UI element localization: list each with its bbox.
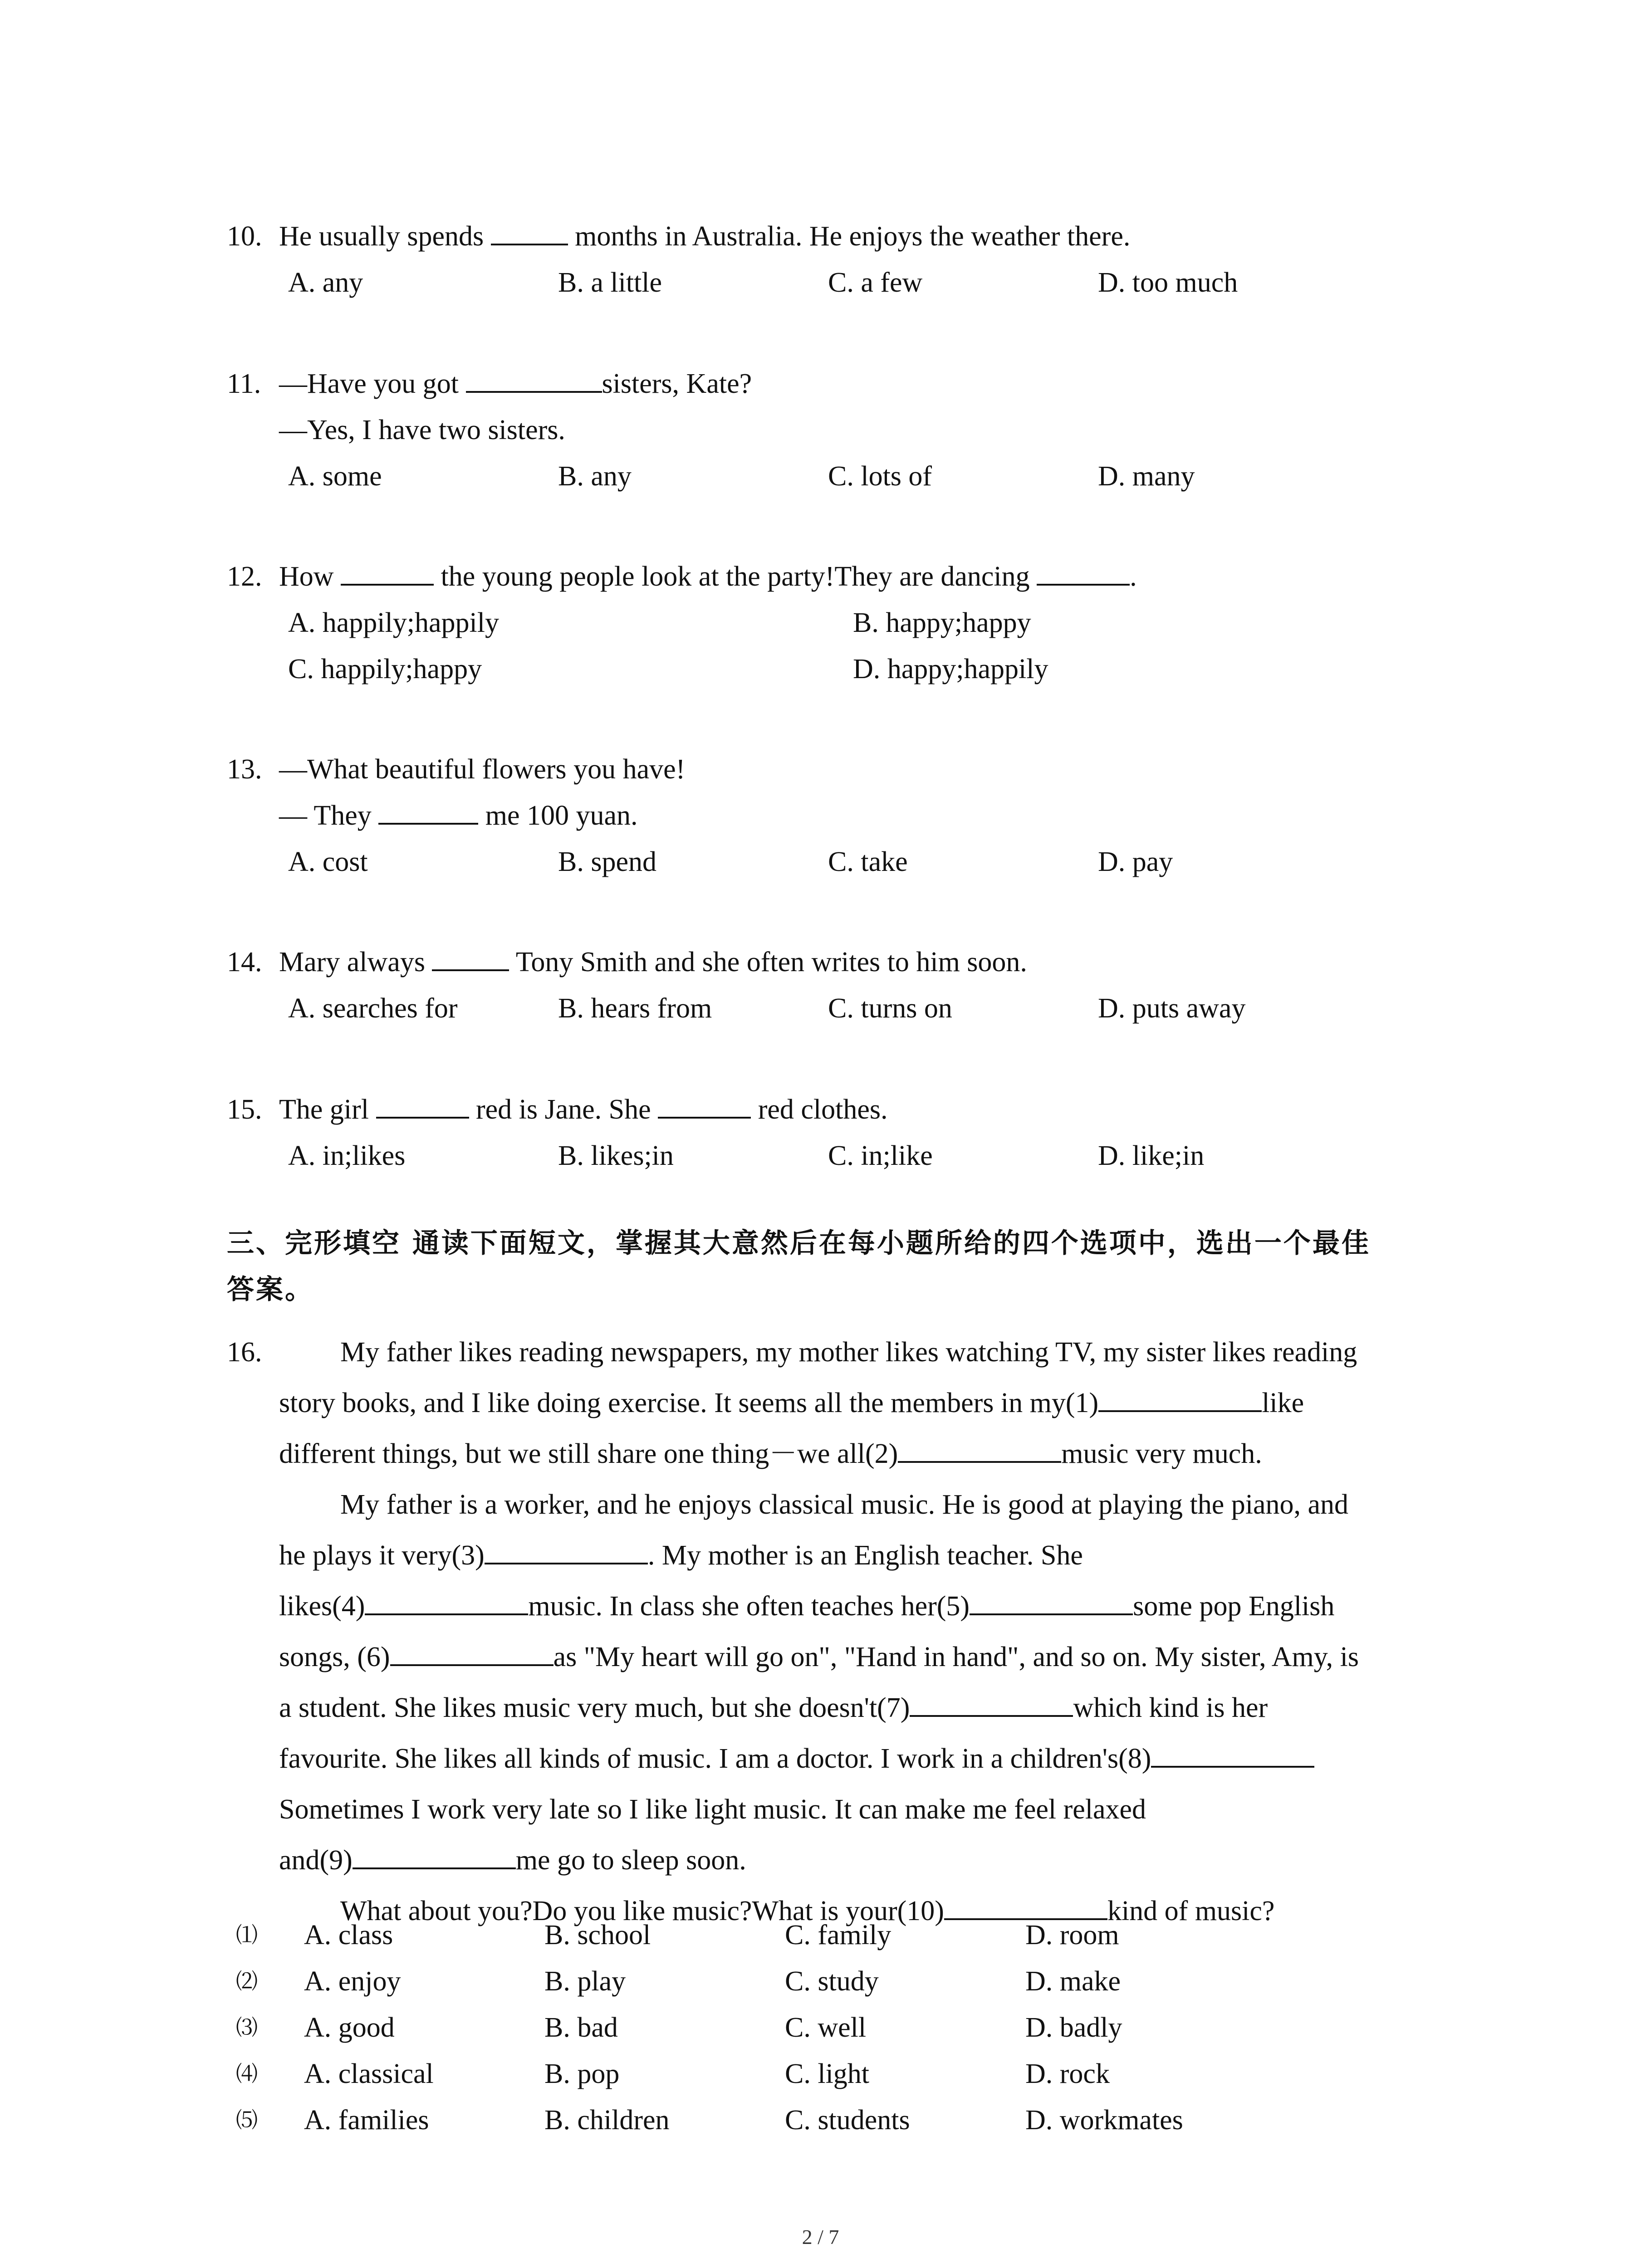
question-14: [227, 939, 1474, 1031]
answer-blank: [1098, 1382, 1262, 1412]
option-c: C. lots of: [828, 461, 932, 492]
option-a: A. happily;happily: [288, 607, 499, 638]
option-c: C. take: [828, 846, 908, 877]
question-stem: [227, 553, 1474, 600]
stem-part: red is Jane. She: [469, 1094, 658, 1125]
stem-part: me 100 yuan.: [478, 800, 638, 831]
option-d: D. too much: [1098, 267, 1238, 298]
passage-text: story books, and I like doing exercise. It seems all the members in my(1): [279, 1388, 1099, 1418]
option-c: C. well: [785, 2012, 867, 2043]
option-d: D. puts away: [1098, 993, 1246, 1024]
passage-line: [279, 1378, 1304, 1428]
option-a: A. any: [288, 267, 363, 298]
passage-text: me go to sleep soon.: [515, 1845, 746, 1876]
option-d: D. make: [1025, 1966, 1121, 1997]
answer-blank: [658, 1089, 751, 1119]
stem-part: How: [279, 561, 341, 592]
subquestion-number: ⑸: [236, 2107, 258, 2133]
passage-text: Sometimes I work very late so I like light music. It can make me feel relaxed: [279, 1794, 1146, 1825]
option-b: B. spend: [558, 846, 656, 877]
answer-blank: [1151, 1738, 1314, 1768]
option-b: B. bad: [544, 2012, 618, 2043]
passage-line: [279, 1733, 1314, 1784]
option-a: A. class: [304, 1920, 393, 1950]
option-a: A. cost: [288, 846, 368, 877]
passage-line: [279, 1581, 1334, 1632]
option-c: C. light: [785, 2058, 870, 2089]
question-number: 16.: [227, 1337, 262, 1368]
answer-blank: [485, 1535, 648, 1564]
question-number: 13.: [227, 754, 262, 785]
passage-text: a student. She likes music very much, but she doesn't(7): [279, 1692, 910, 1723]
question-stem: [227, 361, 1474, 407]
passage-text: likes(4): [279, 1591, 365, 1622]
answer-blank: [432, 941, 509, 971]
option-b: B. hears from: [558, 993, 712, 1024]
option-d: D. happy;happily: [853, 654, 1048, 684]
question-text: [279, 213, 1130, 259]
passage-text: kind of music?: [1107, 1896, 1275, 1926]
options-row: [227, 600, 1474, 646]
option-c: C. family: [785, 1920, 892, 1950]
question-stem: [227, 939, 1474, 985]
options-row: [227, 646, 1474, 692]
passage-line: [279, 1530, 1083, 1581]
option-a: A. families: [304, 2105, 429, 2136]
answer-blank: [376, 1089, 469, 1119]
question-text: [279, 939, 1027, 985]
option-b: B. happy;happy: [853, 607, 1031, 638]
stem-part: .: [1130, 561, 1137, 592]
answer-blank: [341, 556, 434, 586]
option-d: D. workmates: [1025, 2105, 1183, 2136]
passage-text: . My mother is an English teacher. She: [647, 1540, 1083, 1571]
option-c: C. study: [785, 1966, 879, 1997]
subquestion-number: ⑵: [236, 1969, 258, 1994]
option-d: D. badly: [1025, 2012, 1122, 2043]
question-11: [227, 361, 1474, 499]
option-c: C. happily;happy: [288, 654, 482, 684]
question-text: [279, 361, 752, 407]
question-number: 12.: [227, 561, 262, 592]
passage-text: My father likes reading newspapers, my mother likes watching TV, my sister likes reading: [340, 1337, 1357, 1368]
answer-blank: [466, 363, 602, 393]
passage-text: music very much.: [1061, 1438, 1262, 1469]
option-b: B. any: [558, 461, 632, 492]
question-12: [227, 553, 1474, 692]
answer-blank: [378, 795, 478, 825]
passage-line: [279, 1682, 1268, 1733]
passage-text: My father is a worker, and he enjoys classical music. He is good at playing the piano, and: [340, 1489, 1349, 1520]
passage-text: songs, (6): [279, 1642, 390, 1672]
passage-text: What about you?Do you like music?What is your(10): [340, 1896, 944, 1926]
passage-line: [279, 1835, 746, 1886]
stem-part: —Have you got: [279, 368, 466, 399]
option-a: A. enjoy: [304, 1966, 401, 1997]
option-b: B. children: [544, 2105, 670, 2136]
question-13: [227, 746, 1474, 885]
stem-part: — They: [279, 800, 379, 831]
option-c: C. students: [785, 2105, 910, 2136]
answer-blank: [390, 1636, 554, 1666]
passage-line: [279, 1327, 1357, 1378]
answer-blank: [353, 1839, 516, 1869]
question-number: 15.: [227, 1094, 262, 1125]
passage-text: as "My heart will go on", "Hand in hand", and so on. My sister, Amy, is: [553, 1642, 1359, 1672]
passage-text: music. In class she often teaches her(5): [528, 1591, 970, 1622]
answer-blank: [910, 1687, 1073, 1717]
question-text: [279, 553, 1137, 600]
question-number: 14.: [227, 947, 262, 978]
answer-blank: [365, 1585, 528, 1615]
question-10: [227, 213, 1474, 306]
question-number: 10.: [227, 221, 262, 252]
subquestion-number: ⑴: [236, 1922, 258, 1948]
options-row: [227, 1133, 1474, 1179]
subquestion-number: ⑶: [236, 2015, 258, 2040]
stem-part: He usually spends: [279, 221, 491, 252]
options-row: [227, 259, 1474, 306]
question-text: [279, 1086, 887, 1133]
passage-text: favourite. She likes all kinds of music. I am a doctor. I work in a children's(8): [279, 1743, 1151, 1774]
response-text: —Yes, I have two sisters.: [279, 415, 565, 445]
option-c: C. a few: [828, 267, 923, 298]
option-b: B. play: [544, 1966, 626, 1997]
answer-blank: [1037, 556, 1130, 586]
option-b: B. school: [544, 1920, 651, 1950]
stem-part: months in Australia. He enjoys the weather there.: [568, 221, 1131, 252]
dialogue-line: [227, 792, 1474, 839]
option-a: A. classical: [304, 2058, 434, 2089]
question-number: 11.: [227, 368, 261, 399]
option-d: D. like;in: [1098, 1140, 1205, 1171]
passage-text: he plays it very(3): [279, 1540, 485, 1571]
option-d: D. room: [1025, 1920, 1119, 1950]
passage-text: some pop English: [1133, 1591, 1335, 1622]
passage-text: and(9): [279, 1845, 353, 1876]
stem-part: the young people look at the party!They are dancing: [434, 561, 1037, 592]
option-d: D. rock: [1025, 2058, 1110, 2089]
subquestion-number: ⑷: [236, 2061, 258, 2087]
passage-text: different things, but we still share one thing－we all(2): [279, 1438, 898, 1469]
option-d: D. many: [1098, 461, 1195, 492]
stem-part: Mary always: [279, 947, 432, 978]
option-c: C. turns on: [828, 993, 952, 1024]
option-b: B. likes;in: [558, 1140, 674, 1171]
answer-blank: [898, 1433, 1061, 1463]
question-text: —What beautiful flowers you have!: [279, 754, 686, 785]
passage-text: like: [1262, 1388, 1304, 1418]
option-b: B. a little: [558, 267, 662, 298]
passage-line: [279, 1632, 1359, 1682]
section-heading-line-1: 三、完形填空 通读下面短文，掌握其大意然后在每小题所给的四个选项中，选出一个最佳: [227, 1227, 1371, 1259]
passage-line: [279, 1886, 1274, 1936]
answer-blank: [970, 1585, 1133, 1615]
option-a: A. some: [288, 461, 382, 492]
passage-line: [279, 1784, 1146, 1835]
page-number: 2 / 7: [802, 2225, 839, 2248]
passage-line: [279, 1479, 1348, 1530]
stem-part: sisters, Kate?: [602, 368, 752, 399]
stem-part: Tony Smith and she often writes to him soon.: [509, 947, 1027, 978]
section-heading-line-2: 答案。: [227, 1274, 314, 1305]
answer-blank: [491, 215, 568, 245]
stem-part: red clothes.: [751, 1094, 888, 1125]
options-row: [227, 985, 1474, 1031]
option-a: A. searches for: [288, 993, 458, 1024]
options-row: [227, 453, 1474, 499]
option-a: A. in;likes: [288, 1140, 406, 1171]
question-stem: [227, 1086, 1474, 1133]
dialogue-line: [227, 407, 1474, 453]
options-row: [227, 839, 1474, 885]
question-15: [227, 1086, 1474, 1179]
response-text: [279, 792, 638, 839]
passage-text: which kind is her: [1073, 1692, 1268, 1723]
passage-line: [279, 1428, 1262, 1479]
stem-part: The girl: [279, 1094, 376, 1125]
option-b: B. pop: [544, 2058, 620, 2089]
section-heading: [227, 1220, 1474, 1313]
question-stem: [227, 746, 1474, 792]
option-a: A. good: [304, 2012, 395, 2043]
option-c: C. in;like: [828, 1140, 933, 1171]
question-stem: [227, 213, 1474, 259]
option-d: D. pay: [1098, 846, 1173, 877]
